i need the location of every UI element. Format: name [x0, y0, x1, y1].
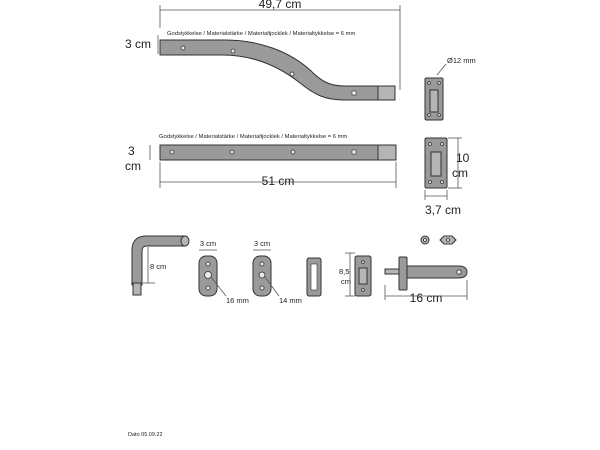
- screw-hole: [260, 262, 264, 266]
- screw-hole: [428, 114, 431, 117]
- screw-hole: [457, 270, 461, 274]
- hinge-bottom-length-label: 51 cm: [261, 174, 295, 188]
- screw-hole: [438, 82, 441, 85]
- screw-hole: [441, 181, 444, 184]
- screw-hole: [231, 49, 235, 53]
- drawing-date: Dato 05.09.22: [128, 432, 163, 438]
- nut-hole: [446, 238, 449, 241]
- pin-plate-top-pin: [430, 90, 438, 112]
- hinge-bottom-knuckle: [378, 145, 396, 160]
- hinge-bottom-height-label-2: cm: [125, 159, 141, 173]
- pin-hole: [259, 272, 265, 278]
- washer-14-width-label: 3 cm: [253, 239, 271, 248]
- washer-16-hole-label: 16 mm: [226, 296, 249, 305]
- pin-plate-height-label-2: cm: [452, 166, 468, 180]
- pin-plate-small-height-label-1: 8,5: [339, 267, 350, 276]
- hinge-top-knuckle: [378, 86, 395, 100]
- hinge-bottom: [125, 134, 396, 188]
- screw-hole: [230, 150, 234, 154]
- hinge-bottom-material-note: Godstykkelse / Materialstärke / Materialtjocklek / Materialtykkelse = 6 mm: [159, 134, 348, 140]
- staple-clip-opening: [311, 264, 317, 290]
- pin-plate-diameter-label: Ø12 mm: [447, 56, 476, 65]
- washer-16: [199, 239, 249, 305]
- screw-hole: [290, 72, 294, 76]
- screw-hole: [441, 143, 444, 146]
- l-pin-end: [181, 236, 189, 246]
- pin-plate-top: [425, 56, 476, 120]
- hinge-top-material-note: Godstykkelse / Materialstärke / Materialtjocklek / Materialtykkelse = 6 mm: [167, 31, 356, 37]
- screw-hole: [438, 114, 441, 117]
- pin-plate-small-pin: [359, 268, 367, 284]
- washer-14-hole-label: 14 mm: [279, 296, 302, 305]
- screw-hole: [181, 46, 185, 50]
- washer-14: [253, 239, 302, 305]
- pin-plate-bottom-pin: [431, 152, 441, 176]
- bolt-shaft: [385, 269, 399, 274]
- screw-hole: [362, 289, 365, 292]
- screw-hole: [291, 150, 295, 154]
- screw-hole: [170, 150, 174, 154]
- screw-hole: [429, 181, 432, 184]
- l-pin-thread: [133, 283, 141, 295]
- l-pin-height-label: 8 cm: [150, 262, 167, 271]
- pin-plate-small: [339, 253, 371, 296]
- screw-hole: [429, 143, 432, 146]
- screw-hole: [206, 262, 210, 266]
- square-hole: [352, 150, 356, 154]
- hinge-top-length-label: 49,7 cm: [258, 0, 302, 11]
- screw-hole: [206, 286, 210, 290]
- hinge-bottom-height-label-1: 3: [128, 144, 135, 158]
- staple-clip: [307, 258, 321, 296]
- l-pin-body: [132, 236, 185, 285]
- l-pin: [132, 236, 189, 295]
- hinge-bottom-strap: [160, 145, 396, 160]
- pin-plate-bottom: [425, 138, 470, 217]
- pin-hole: [205, 272, 212, 279]
- bolt-head: [399, 257, 407, 290]
- screw-hole: [362, 261, 365, 264]
- pin-plate-width-label: 3,7 cm: [424, 203, 462, 217]
- screw-hole: [428, 82, 431, 85]
- bolt-plate-length-label: 16 cm: [409, 291, 443, 305]
- square-hole: [352, 91, 356, 95]
- hinge-top: [125, 0, 400, 100]
- pin-plate-small-height-label-2: cm: [341, 277, 351, 286]
- hinge-top-strap: [160, 40, 395, 100]
- screw-hole: [260, 286, 264, 290]
- hinge-top-height-label: 3 cm: [125, 37, 152, 51]
- bolt-plate: [385, 236, 467, 305]
- pin-plate-height-label-1: 10: [456, 151, 470, 165]
- leader-line: [437, 64, 446, 75]
- washer-16-width-label: 3 cm: [199, 239, 217, 248]
- washer-hole: [423, 238, 426, 241]
